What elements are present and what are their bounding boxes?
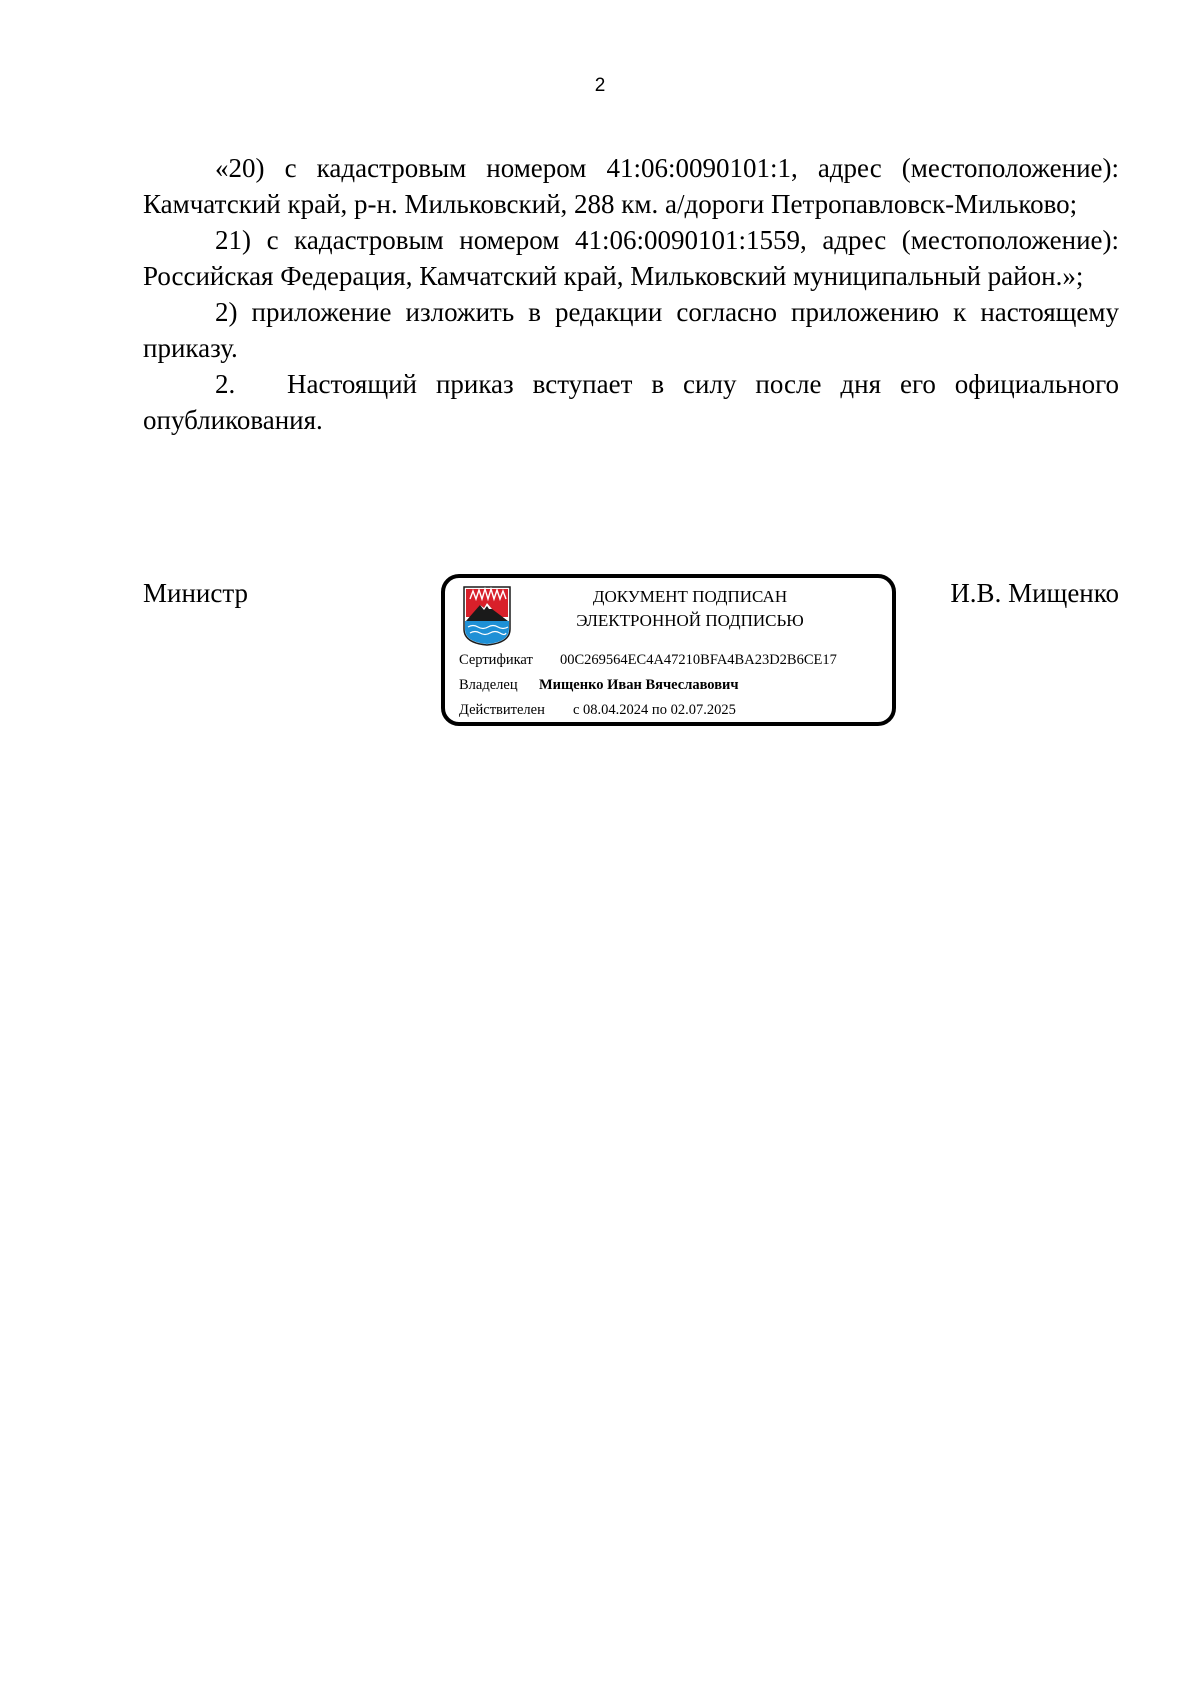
stamp-certificate-row <box>459 652 837 669</box>
paragraph-item-20: «20) с кадастровым номером 41:06:0090101:1, адрес (местоположение): Камчатский край, р-н. Мильковский, 288 км. а/дороги Петропавловск-Мильково; <box>143 153 1119 219</box>
stamp-owner-row <box>459 677 739 694</box>
stamp-title-line1: ДОКУМЕНТ ПОДПИСАН <box>592 587 788 606</box>
owner-value: Мищенко Иван Вячеславович <box>539 677 739 693</box>
electronic-signature-stamp <box>441 574 896 726</box>
kamchatka-coat-of-arms-icon <box>462 585 512 647</box>
signatory-name: И.В. Мищенко <box>950 578 1119 608</box>
paragraph-effective-text: Настоящий приказ вступает в силу после дня его официального опубликования. <box>143 369 1119 435</box>
stamp-validity-row <box>459 702 736 719</box>
validity-label: Действителен <box>459 702 545 718</box>
stamp-title-line2: ЭЛЕКТРОННОЙ ПОДПИСЬЮ <box>576 611 804 630</box>
certificate-label: Сертификат <box>459 652 533 668</box>
page-number: 2 <box>594 75 606 96</box>
validity-value: с 08.04.2024 по 02.07.2025 <box>573 702 736 718</box>
paragraph-effective-date <box>143 366 1119 438</box>
paragraph-item-21: 21) с кадастровым номером 41:06:0090101:1559, адрес (местоположение): Российская Федерация, Камчатский край, Мильковский муниципальный район.»; <box>143 225 1119 291</box>
owner-label: Владелец <box>459 677 518 693</box>
paragraph-number: 2. <box>215 369 236 399</box>
paragraph-appendix: 2) приложение изложить в редакции согласно приложению к настоящему приказу. <box>143 297 1119 363</box>
document-body <box>143 150 1119 438</box>
signatory-position: Министр <box>143 578 248 608</box>
certificate-value: 00C269564EC4A47210BFA4BA23D2B6CE17 <box>560 652 837 668</box>
